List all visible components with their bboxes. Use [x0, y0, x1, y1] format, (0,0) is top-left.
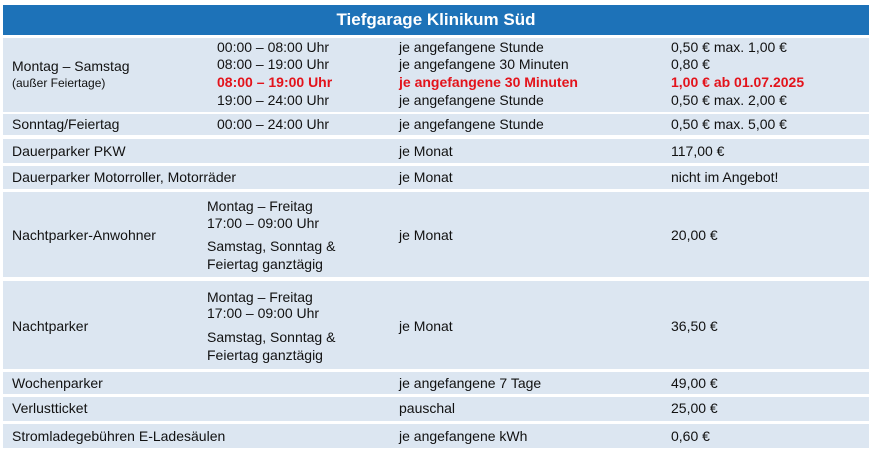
unit-cell: je angefangene kWh [399, 428, 528, 444]
unit-cell: je angefangene Stunde [399, 116, 544, 132]
unit-cell: je angefangene Stunde [399, 39, 544, 55]
time-cell: Samstag, Sonntag & [207, 238, 336, 254]
row-label: Montag – Samstag [12, 58, 130, 74]
row-wochenparker [3, 372, 869, 394]
price-cell: 117,00 € [671, 143, 725, 159]
row-label: Dauerparker Motorroller, Motorräder [12, 169, 237, 185]
time-cell: 17:00 – 09:00 Uhr [207, 215, 320, 231]
row-verlustticket [3, 397, 869, 421]
time-cell: 08:00 – 19:00 Uhr [217, 56, 330, 72]
unit-cell: je Monat [399, 169, 453, 185]
row-sublabel: (außer Feiertage) [12, 76, 106, 90]
time-cell: Samstag, Sonntag & [207, 329, 336, 345]
price-cell: 0,60 € [671, 428, 710, 444]
time-cell: 00:00 – 24:00 Uhr [217, 116, 330, 132]
row-nachtparker-anwohner [3, 192, 869, 277]
row-nachtparker [3, 281, 869, 369]
time-cell: Feiertag ganztägig [207, 347, 323, 363]
row-dauerparker-motorrad [3, 166, 869, 189]
row-label: Sonntag/Feiertag [12, 116, 120, 132]
time-cell: 00:00 – 08:00 Uhr [217, 39, 330, 55]
price-cell-highlight: 1,00 € ab 01.07.2025 [671, 74, 805, 90]
row-stromladegebuehren [3, 424, 869, 448]
price-cell: 49,00 € [671, 375, 718, 391]
unit-cell-highlight: je angefangene 30 Minuten [399, 74, 578, 90]
row-label: Stromladegebühren E-Ladesäulen [12, 428, 226, 444]
time-cell: Montag – Freitag [207, 198, 313, 214]
table-title: Tiefgarage Klinikum Süd [3, 5, 869, 35]
row-label: Dauerparker PKW [12, 143, 126, 159]
row-dauerparker-pkw [3, 139, 869, 163]
row-sonntag-feiertag [3, 114, 869, 135]
unit-cell: je Monat [399, 143, 453, 159]
price-cell: 0,50 € max. 2,00 € [671, 92, 787, 108]
time-cell: Montag – Freitag [207, 289, 313, 305]
time-cell: 19:00 – 24:00 Uhr [217, 92, 330, 108]
row-label: Verlustticket [12, 400, 88, 416]
unit-cell: je Monat [399, 318, 453, 334]
price-cell: 36,50 € [671, 318, 718, 334]
price-cell: 0,50 € max. 1,00 € [671, 39, 787, 55]
price-cell: 0,80 € [671, 56, 710, 72]
time-cell: Feiertag ganztägig [207, 256, 323, 272]
row-montag-samstag [3, 38, 869, 112]
row-label: Nachtparker-Anwohner [12, 227, 156, 243]
time-cell: 17:00 – 09:00 Uhr [207, 305, 320, 321]
price-cell: 0,50 € max. 5,00 € [671, 116, 787, 132]
row-label: Nachtparker [12, 318, 89, 334]
row-label: Wochenparker [12, 375, 103, 391]
unit-cell: je angefangene 7 Tage [399, 375, 542, 391]
unit-cell: je Monat [399, 227, 453, 243]
price-cell: 20,00 € [671, 227, 718, 243]
price-cell: 25,00 € [671, 400, 718, 416]
price-cell: nicht im Angebot! [671, 169, 779, 185]
unit-cell: je angefangene 30 Minuten [399, 56, 569, 72]
unit-cell: pauschal [399, 400, 456, 416]
time-cell-highlight: 08:00 – 19:00 Uhr [217, 74, 333, 90]
unit-cell: je angefangene Stunde [399, 92, 544, 108]
